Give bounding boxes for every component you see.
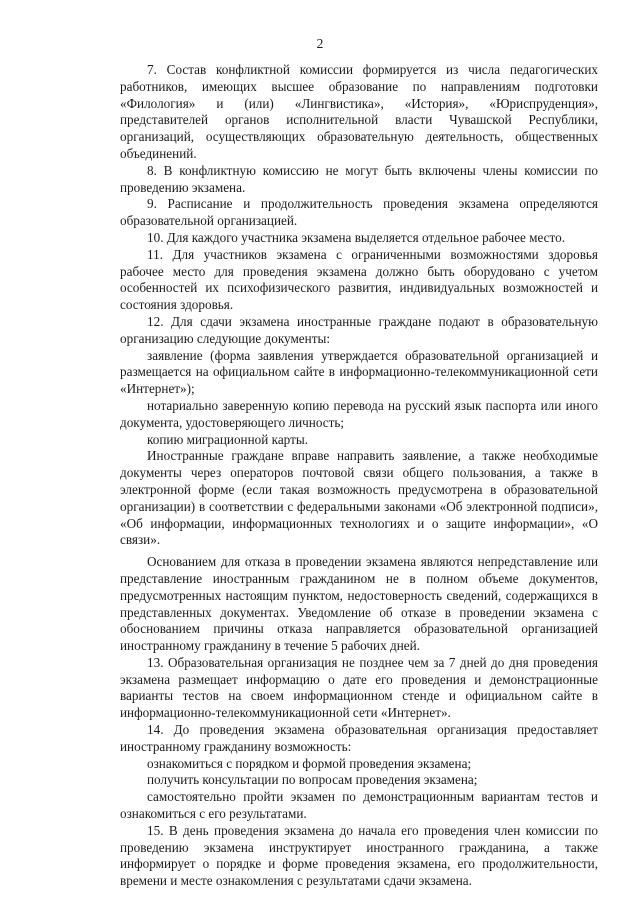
paragraph-refusal-grounds: Основанием для отказа в проведении экзамена являются непредставление или представление иностранным гражданином не в полном объеме документов, предусмотренных настоящим пунктом, недостоверность сведений, содержащихся в представленных документах. Уведомление об отказе в проведении экзамена с обоснованием причины отказа направляется образовательной организацией иностранному гражданину в течение 5 рабочих дней. (120, 554, 598, 654)
paragraph-9: 9. Расписание и продолжительность проведения экзамена определяются образовательной организацией. (120, 196, 598, 229)
paragraph-15: 15. В день проведения экзамена до начала его проведения член комиссии по проведению экзамена инструктирует иностранного гражданина, а также информирует о порядке и форме проведения экзамена, его продолжительности, времени и месте ознакомления с результатами сдачи экзамена. (120, 822, 598, 889)
page-number: 2 (316, 36, 324, 51)
list-item-migration-card: копию миграционной карты. (147, 431, 309, 447)
document-body (120, 62, 598, 890)
paragraph-12: 12. Для сдачи экзамена иностранные граждане подают в образовательную организацию следующие документы: (120, 313, 598, 346)
paragraph-8: 8. В конфликтную комиссию не могут быть включены члены комиссии по проведению экзамена. (120, 162, 598, 195)
paragraph-11: 11. Для участников экзамена с ограниченными возможностями здоровья рабочее место для проведения экзамена должно быть оборудовано с учетом особенностей их психофизического развития, индивидуальных возможностей и состояния здоровья. (120, 246, 598, 313)
paragraph-14: 14. До проведения экзамена образовательная организация предоставляет иностранному гражданину возможность: (120, 722, 598, 754)
paragraph-postal-submission: Иностранные граждане вправе направить заявление, а также необходимые документы через операторов почтовой связи общего пользования, а также в электронной форме (если такая возможность предусмотрена в образовательной организации) в соответствии с федеральными законами «Об электронной подписи», «Об информации, информационных технологиях и о защите информации», «О связи». (120, 448, 598, 548)
paragraph-13: 13. Образовательная организация не позднее чем за 7 дней до дня проведения экзамена размещает информацию о дате его проведения и демонстрационные варианты тестов на своем информационном стенде и официальном сайте в информационно-телекоммуникационной сети «Интернет». (120, 654, 598, 721)
list-item-familiarize: ознакомиться с порядком и формой проведения экзамена; (147, 755, 472, 771)
list-item-passport-copy: нотариально заверенную копию перевода на русский язык паспорта или иного документа, удостоверяющего личность; (120, 397, 598, 430)
list-item-application: заявление (форма заявления утверждается образовательной организацией и размещается на официальном сайте в информационно-телекоммуникационной сети «Интернет»); (120, 347, 598, 397)
list-item-self-test: самостоятельно пройти экзамен по демонстрационным вариантам тестов и ознакомиться с его результатами. (120, 789, 598, 822)
paragraph-7: 7. Состав конфликтной комиссии формируется из числа педагогических работников, имеющих высшее образование по направлениям подготовки «Филология» и (или) «Лингвистика», «История», «Юриспруденция», представителей органов исполнительной власти Чувашской Республики, организаций, осуществляющих образовательную деятельность, общественных объединений. (120, 62, 598, 161)
list-item-consultation: получить консультации по вопросам проведения экзамена; (147, 772, 478, 788)
paragraph-10: 10. Для каждого участника экзамена выделяется отдельное рабочее место. (147, 229, 566, 245)
